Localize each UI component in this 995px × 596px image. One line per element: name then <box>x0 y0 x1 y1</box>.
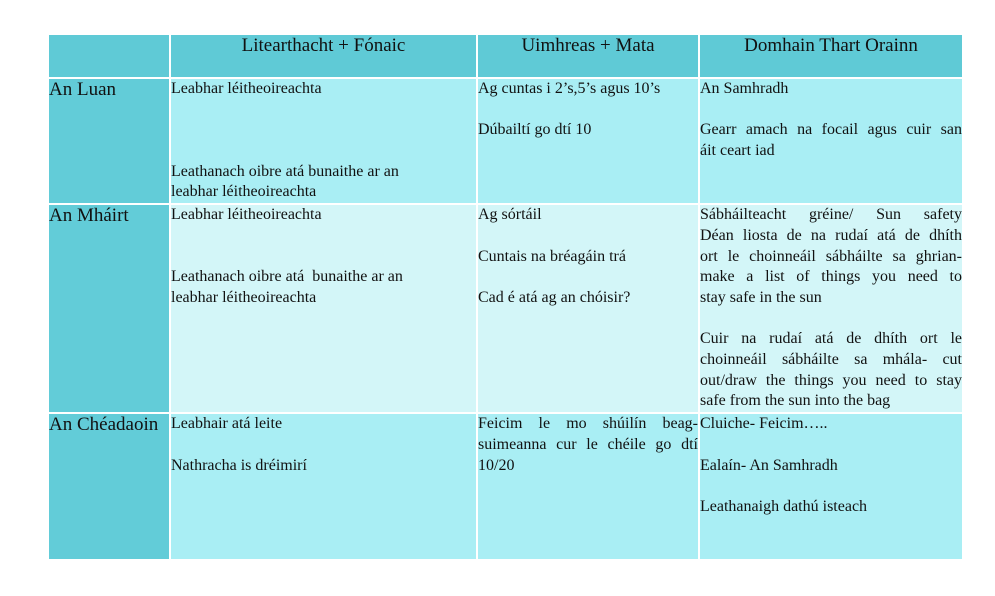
literacy-text-line: Leabhar léitheoireachta <box>171 80 322 97</box>
table-row <box>48 204 963 413</box>
world-text-line <box>700 435 962 456</box>
world-text-line: Ealaín- An Samhradh <box>700 456 838 474</box>
literacy-text-line: Leabhair atá leite <box>171 415 283 433</box>
weekly-plan-table <box>47 33 964 561</box>
numeracy-text-line: Ag cuntas i 2’s,5’s agus 10’s <box>478 80 661 97</box>
numeracy-text-line: Dúbailtí go dtí 10 <box>478 121 592 139</box>
literacy-text-line: Nathracha is dréimirí <box>171 456 307 474</box>
numeracy-text-line <box>478 100 698 121</box>
header-literacy: Litearthacht + Fónaic <box>170 34 477 78</box>
numeracy-text-line: Cad é atá ag an chóisir? <box>478 288 631 306</box>
literacy-text-line <box>171 226 476 247</box>
world-text-line <box>700 476 962 497</box>
world-text-line: Cluiche- Feicim….. <box>700 415 828 433</box>
header-world: Domhain Thart Orainn <box>699 34 963 78</box>
header-numeracy: Uimhreas + Mata <box>477 34 699 78</box>
day-label: An Chéadaoin <box>48 413 170 560</box>
literacy-text-line: leabhar léitheoireachta <box>171 183 317 201</box>
numeracy-text-line: 10/20 <box>478 456 515 474</box>
world-text-line: choinneáil sábháilte sa mhála- cut <box>700 351 962 369</box>
table-row <box>48 413 963 560</box>
header-row <box>48 34 963 78</box>
literacy-text-line <box>171 141 476 162</box>
world-text-line: make a list of things you need to <box>700 268 962 286</box>
plan-body <box>48 78 963 560</box>
numeracy-cell <box>477 413 699 560</box>
world-text-line: Gearr amach na focail agus cuir san <box>700 121 962 139</box>
literacy-cell <box>170 413 477 560</box>
literacy-text-line <box>171 120 476 141</box>
world-text-line: Cuir na rudaí atá de dhíth ort le <box>700 330 962 348</box>
world-text-line: ort le choinneáil sábháilte sa ghrian- <box>700 247 962 265</box>
numeracy-cell <box>477 204 699 413</box>
world-text-line: áit ceart iad <box>700 142 775 160</box>
world-text-line: An Samhradh <box>700 80 789 97</box>
world-cell <box>699 204 963 413</box>
literacy-text-line: Leabhar léitheoireachta <box>171 206 322 224</box>
numeracy-text-line <box>478 267 698 288</box>
world-text-line: safe from the sun into the bag <box>700 392 891 410</box>
literacy-cell <box>170 78 477 204</box>
world-cell <box>699 78 963 204</box>
literacy-text-line <box>171 247 476 268</box>
literacy-text-line: Leathanach oibre atá bunaithe ar an <box>171 162 399 180</box>
day-label: An Luan <box>48 78 170 204</box>
world-text-line: stay safe in the sun <box>700 288 822 306</box>
literacy-cell <box>170 204 477 413</box>
day-label: An Mháirt <box>48 204 170 413</box>
world-text-line: Déan liosta de na rudaí atá de dhíth <box>700 226 962 244</box>
numeracy-text-line: suimeanna cur le chéile go dtí <box>478 435 698 453</box>
world-text-line: Leathanaigh dathú isteach <box>700 497 868 515</box>
numeracy-cell <box>477 78 699 204</box>
world-text-line <box>700 100 962 121</box>
numeracy-text-line: Ag sórtáil <box>478 206 542 224</box>
table-row <box>48 78 963 204</box>
world-text-line: Sábháilteacht gréine/ Sun safety <box>700 206 962 224</box>
literacy-text-line: Leathanach oibre atá bunaithe ar an <box>171 268 403 286</box>
literacy-text-line <box>171 435 476 456</box>
literacy-text-line <box>171 100 476 121</box>
world-cell <box>699 413 963 560</box>
world-text-line: out/draw the things you need to stay <box>700 371 962 389</box>
world-text-line <box>700 309 962 330</box>
numeracy-text-line: Cuntais na bréagáin trá <box>478 247 626 265</box>
numeracy-text-line: Feicim le mo shúilín beag- <box>478 415 698 433</box>
literacy-text-line: leabhar léitheoireachta <box>171 288 317 306</box>
header-corner <box>48 34 170 78</box>
numeracy-text-line <box>478 226 698 247</box>
